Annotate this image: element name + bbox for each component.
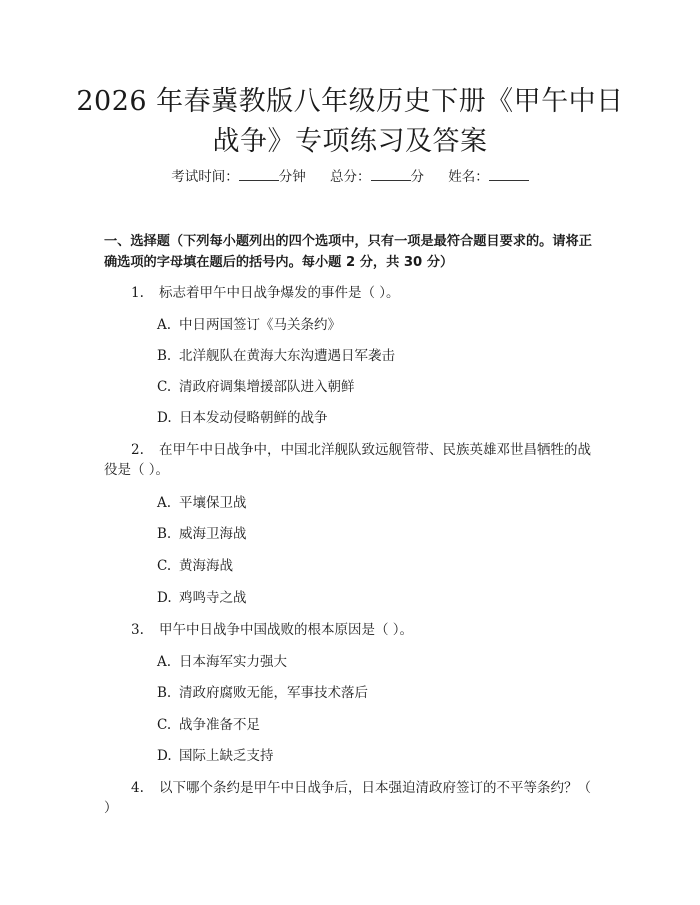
question-text: 甲午中日战争中国战败的根本原因是（ ）。 [159, 622, 414, 638]
option-letter: C. [157, 717, 172, 733]
option-text: 威海卫海战 [179, 526, 247, 542]
exam-time-unit: 分钟 [278, 169, 306, 185]
option-letter: D. [157, 410, 172, 426]
section-heading: 一、选择题（下列每小题列出的四个选项中，只有一项是最符合题目要求的。请将正确选项的字母填在题后的括号内。每小题 2 分，共 30 分） [104, 234, 592, 270]
exam-time-blank [239, 168, 279, 181]
option-letter: A. [157, 495, 172, 511]
total-score-label: 总分： [330, 169, 371, 185]
question-number: 2. [131, 442, 144, 458]
option-letter: D. [157, 748, 172, 764]
option-letter: C. [157, 379, 172, 395]
question-number: 1. [131, 285, 144, 301]
question-1-option-d [157, 408, 328, 428]
question-2-option-d [157, 588, 247, 608]
question-1-option-a [157, 315, 341, 335]
question-2-option-a [157, 493, 247, 513]
question-2-option-c [157, 556, 233, 576]
question-3-option-d [157, 746, 274, 766]
total-score-blank [371, 168, 411, 181]
option-text: 鸡鸣寺之战 [179, 590, 247, 606]
exam-time-field [171, 169, 306, 185]
exam-time-label: 考试时间： [171, 169, 239, 185]
option-text: 北洋舰队在黄海大东沟遭遇日军袭击 [179, 348, 395, 364]
option-letter: C. [157, 558, 172, 574]
question-4 [104, 778, 599, 818]
question-text: 在甲午中日战争中，中国北洋舰队致远舰管带、民族英雄邓世昌牺牲的战役是（ ）。 [104, 442, 591, 478]
question-text: 以下哪个条约是甲午中日战争后，日本强迫清政府签订的不平等条约？（ ） [104, 780, 591, 816]
title-line-2: 战争》专项练习及答案 [212, 126, 488, 157]
student-name-label: 姓名： [448, 169, 489, 185]
question-text: 标志着甲午中日战争爆发的事件是（ ）。 [159, 285, 400, 301]
question-3-option-c [157, 715, 260, 735]
option-letter: D. [157, 590, 172, 606]
exam-info-line [0, 167, 700, 187]
option-text: 日本发动侵略朝鲜的战争 [179, 410, 328, 426]
option-letter: B. [157, 685, 172, 701]
title-line-1: 2026 年春冀教版八年级历史下册《甲午中日 [76, 86, 624, 117]
question-3-option-b [157, 683, 368, 703]
question-2-option-b [157, 524, 247, 544]
option-text: 国际上缺乏支持 [179, 748, 274, 764]
total-score-field [330, 169, 424, 185]
option-letter: A. [157, 654, 172, 670]
total-score-unit: 分 [410, 169, 424, 185]
option-text: 中日两国签订《马关条约》 [179, 317, 341, 333]
option-text: 黄海海战 [179, 558, 233, 574]
option-text: 日本海军实力强大 [179, 654, 287, 670]
question-1-option-b [157, 346, 395, 366]
question-2 [104, 440, 599, 480]
option-text: 清政府调集增援部队进入朝鲜 [179, 379, 355, 395]
student-name-blank [489, 168, 529, 181]
question-1-option-c [157, 377, 355, 397]
document-title [60, 82, 640, 162]
option-text: 清政府腐败无能，军事技术落后 [179, 685, 368, 701]
question-3 [131, 620, 413, 640]
question-number: 4. [131, 780, 144, 796]
option-text: 战争准备不足 [179, 717, 260, 733]
option-text: 平壤保卫战 [179, 495, 247, 511]
question-number: 3. [131, 622, 144, 638]
option-letter: B. [157, 348, 172, 364]
question-3-option-a [157, 652, 287, 672]
student-name-field [448, 169, 529, 185]
option-letter: A. [157, 317, 172, 333]
question-1 [131, 283, 400, 303]
option-letter: B. [157, 526, 172, 542]
